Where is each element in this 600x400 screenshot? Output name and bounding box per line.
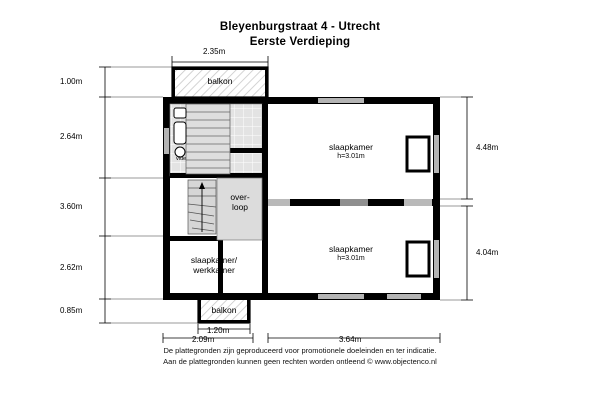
footer-line-2: Aan de plattegronden kunnen geen rechten worden ontleend © www.objectenco.nl bbox=[163, 357, 437, 366]
room-label-slaapkamer-bottom bbox=[288, 244, 414, 264]
dimension-lines-top bbox=[172, 56, 268, 68]
right-dim-1: 4.48m bbox=[476, 143, 499, 152]
werkkamer-text-1: slaapkamer/ bbox=[190, 255, 238, 265]
dimension-lines-right bbox=[440, 97, 473, 300]
room-label-slaapkamer-top bbox=[288, 142, 414, 162]
left-dim-2: 2.64m bbox=[60, 132, 83, 141]
left-dim-4: 2.62m bbox=[60, 263, 83, 272]
balkon-bottom-text: balkon bbox=[211, 305, 237, 315]
overloop-text-1: over- bbox=[230, 192, 250, 202]
left-dim-1: 1.00m bbox=[60, 77, 83, 86]
footer-disclaimer bbox=[0, 345, 600, 367]
title-address: Bleyenburgstraat 4 - Utrecht bbox=[219, 21, 381, 33]
room-label-balkon-top bbox=[172, 76, 268, 86]
title-floor: Eerste Verdieping bbox=[249, 36, 351, 48]
slaapkamer-bottom-text: slaapkamer bbox=[329, 244, 373, 254]
right-dim-2: 4.04m bbox=[476, 248, 499, 257]
overloop-text-2: loop bbox=[231, 202, 249, 212]
fixtures bbox=[174, 108, 186, 157]
slaapkamer-bottom-height: h=3.01m bbox=[337, 255, 365, 262]
room-label-werkkamer bbox=[168, 255, 260, 275]
room-label-overloop bbox=[219, 192, 261, 212]
room-label-balkon-bottom bbox=[198, 305, 250, 315]
bottom-dim-3: 3.64m bbox=[339, 335, 362, 344]
top-dim-1: 2.35m bbox=[203, 47, 226, 56]
slaapkamer-top-text: slaapkamer bbox=[329, 142, 373, 152]
bottom-dim-2: 2.09m bbox=[192, 335, 215, 344]
balkon-top-text: balkon bbox=[207, 76, 233, 86]
slaapkamer-top-height: h=3.01m bbox=[337, 153, 365, 160]
vide-label: vide bbox=[176, 156, 187, 162]
left-dim-5: 0.85m bbox=[60, 306, 83, 315]
left-dim-3: 3.60m bbox=[60, 202, 83, 211]
bottom-dim-1: 1.20m bbox=[207, 326, 230, 335]
footer-line-1: De plattegronden zijn geproduceerd voor promotionele doeleinden en ter indicatie. bbox=[163, 346, 437, 355]
werkkamer-text-2: werkkamer bbox=[193, 265, 235, 275]
